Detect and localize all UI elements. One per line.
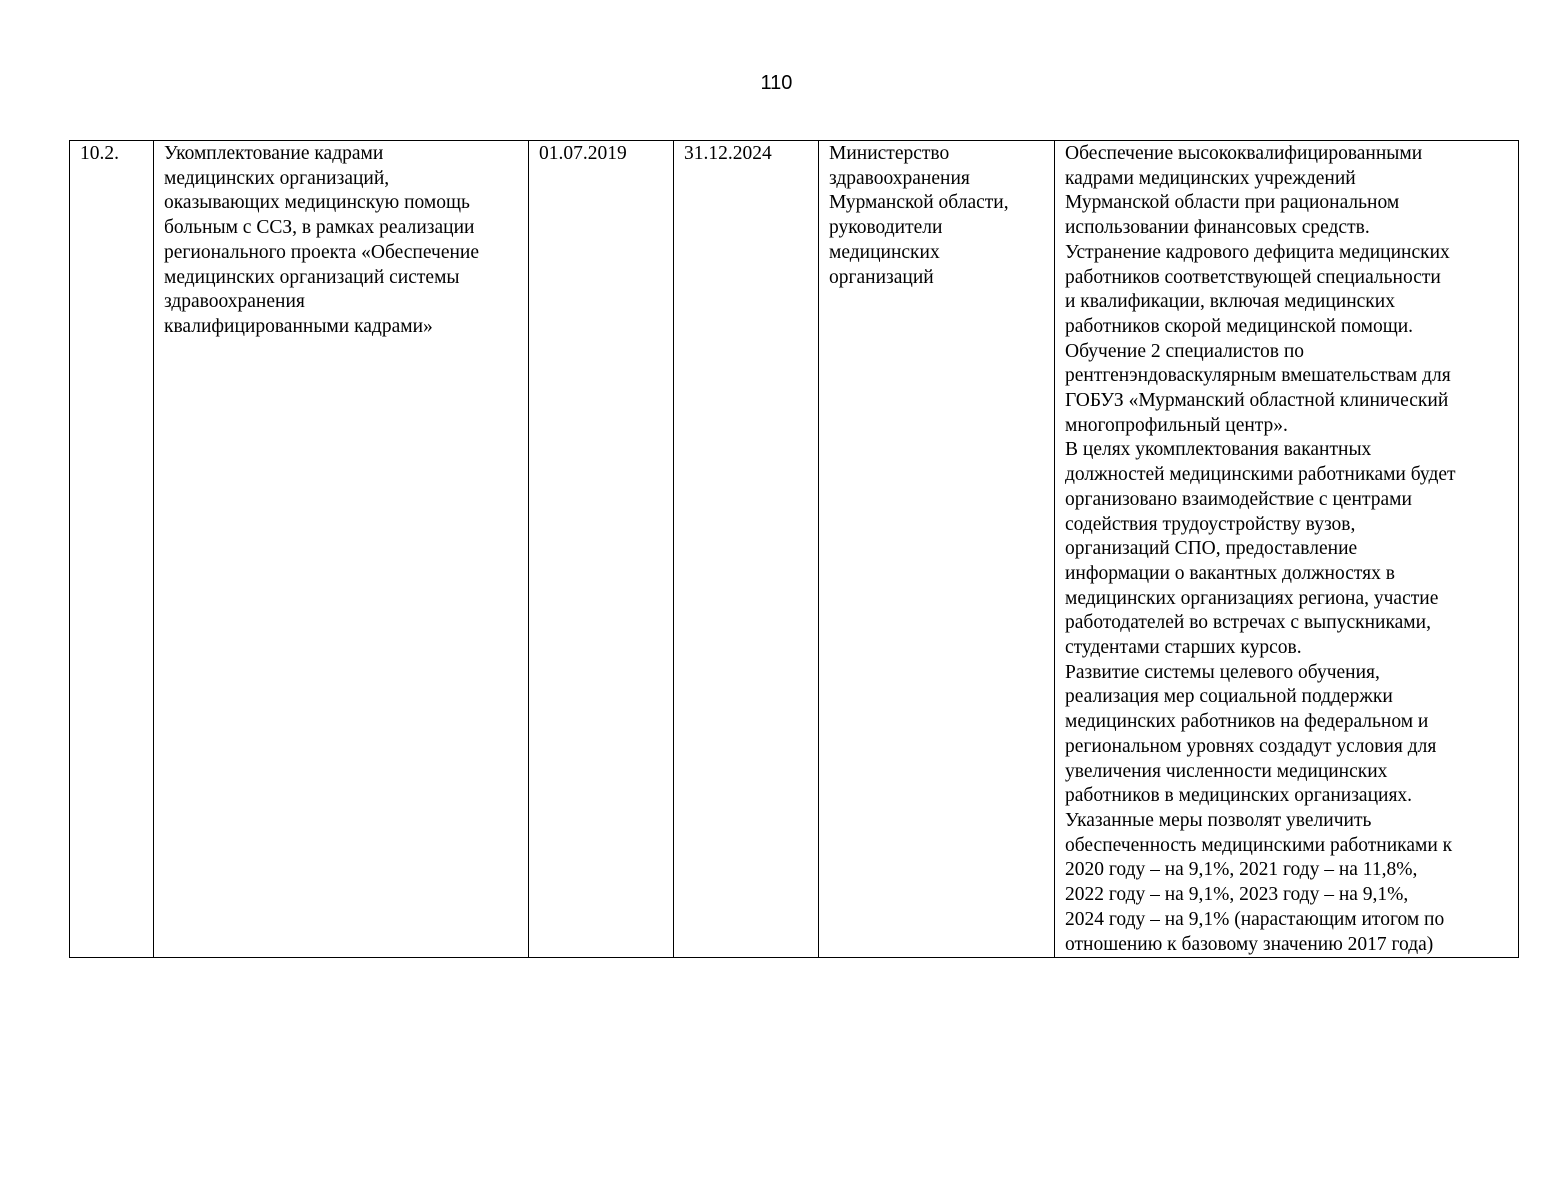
measure-line: медицинских организаций системы bbox=[164, 266, 460, 288]
result-line: содействия трудоустройству вузов, bbox=[1065, 513, 1356, 535]
result-line: реализация мер социальной поддержки bbox=[1065, 686, 1393, 708]
result-line: увеличения численности медицинских bbox=[1065, 760, 1388, 782]
result-line: Обучение 2 специалистов по bbox=[1065, 340, 1305, 362]
result-line: ГОБУЗ «Мурманский областной клинический bbox=[1065, 390, 1449, 412]
measure-line: медицинских организаций, bbox=[164, 167, 390, 189]
end-date-cell bbox=[674, 141, 819, 958]
start-date: 01.07.2019 bbox=[539, 143, 627, 164]
measure-line: больным с ССЗ, в рамках реализации bbox=[164, 217, 475, 239]
result-line: многопрофильный центр». bbox=[1065, 414, 1288, 436]
result-line: 2022 году – на 9,1%, 2023 году – на 9,1%, bbox=[1065, 884, 1409, 906]
result-line: медицинских работников на федеральном и bbox=[1065, 711, 1429, 733]
result-line: использовании финансовых средств. bbox=[1065, 217, 1370, 239]
result-line: работников в медицинских организациях. bbox=[1065, 785, 1413, 807]
measures-table bbox=[69, 140, 1519, 958]
responsible-line: организаций bbox=[829, 266, 934, 288]
result-line: 2020 году – на 9,1%, 2021 году – на 11,8%, bbox=[1065, 859, 1418, 881]
responsible-line: Министерство bbox=[829, 143, 950, 164]
result-line: студентами старших курсов. bbox=[1065, 637, 1302, 659]
result-line: работников скорой медицинской помощи. bbox=[1065, 315, 1414, 337]
measure-line: оказывающих медицинскую помощь bbox=[164, 192, 470, 214]
row-number-cell bbox=[70, 141, 154, 958]
responsible-line: здравоохранения bbox=[829, 167, 970, 189]
result-line: должностей медицинскими работниками будет bbox=[1065, 464, 1456, 486]
result-line: региональном уровнях создадут условия для bbox=[1065, 735, 1437, 757]
measure-cell bbox=[154, 141, 529, 958]
result-line: отношению к базовому значению 2017 года) bbox=[1065, 933, 1434, 955]
result-line: работодателей во встречах с выпускниками, bbox=[1065, 612, 1431, 634]
result-line: рентгенэндоваскулярным вмешательствам для bbox=[1065, 365, 1451, 387]
end-date: 31.12.2024 bbox=[684, 143, 772, 164]
result-line: Развитие системы целевого обучения, bbox=[1065, 661, 1380, 683]
table-row bbox=[70, 141, 1519, 958]
measure-line: здравоохранения bbox=[164, 291, 305, 313]
result-line: работников соответствующей специальности bbox=[1065, 266, 1441, 288]
result-line: организовано взаимодействие с центрами bbox=[1065, 488, 1412, 510]
result-line: 2024 году – на 9,1% (нарастающим итогом по bbox=[1065, 908, 1445, 930]
result-line: организаций СПО, предоставление bbox=[1065, 538, 1358, 560]
result-line: Обеспечение высококвалифицированными bbox=[1065, 143, 1423, 164]
page-number: 110 bbox=[760, 72, 793, 94]
result-line: Указанные меры позволят увеличить bbox=[1065, 809, 1372, 831]
result-line: обеспеченность медицинскими работниками к bbox=[1065, 834, 1453, 856]
result-line: Мурманской области при рациональном bbox=[1065, 192, 1400, 214]
measure-line: Укомплектование кадрами bbox=[164, 143, 384, 164]
result-line: В целях укомплектования вакантных bbox=[1065, 439, 1372, 461]
start-date-cell bbox=[529, 141, 674, 958]
result-line: медицинских организациях региона, участие bbox=[1065, 587, 1439, 609]
responsible-cell bbox=[819, 141, 1055, 958]
measure-line: регионального проекта «Обеспечение bbox=[164, 241, 480, 263]
result-line: и квалификации, включая медицинских bbox=[1065, 291, 1395, 313]
responsible-line: руководители bbox=[829, 217, 943, 239]
result-line: Устранение кадрового дефицита медицинских bbox=[1065, 241, 1450, 263]
row-number: 10.2. bbox=[80, 143, 119, 164]
result-line: информации о вакантных должностях в bbox=[1065, 562, 1395, 584]
expected-result-cell bbox=[1055, 141, 1519, 958]
measure-line: квалифицированными кадрами» bbox=[164, 315, 433, 337]
responsible-line: медицинских bbox=[829, 241, 940, 263]
result-line: кадрами медицинских учреждений bbox=[1065, 167, 1356, 189]
responsible-line: Мурманской области, bbox=[829, 192, 1009, 214]
